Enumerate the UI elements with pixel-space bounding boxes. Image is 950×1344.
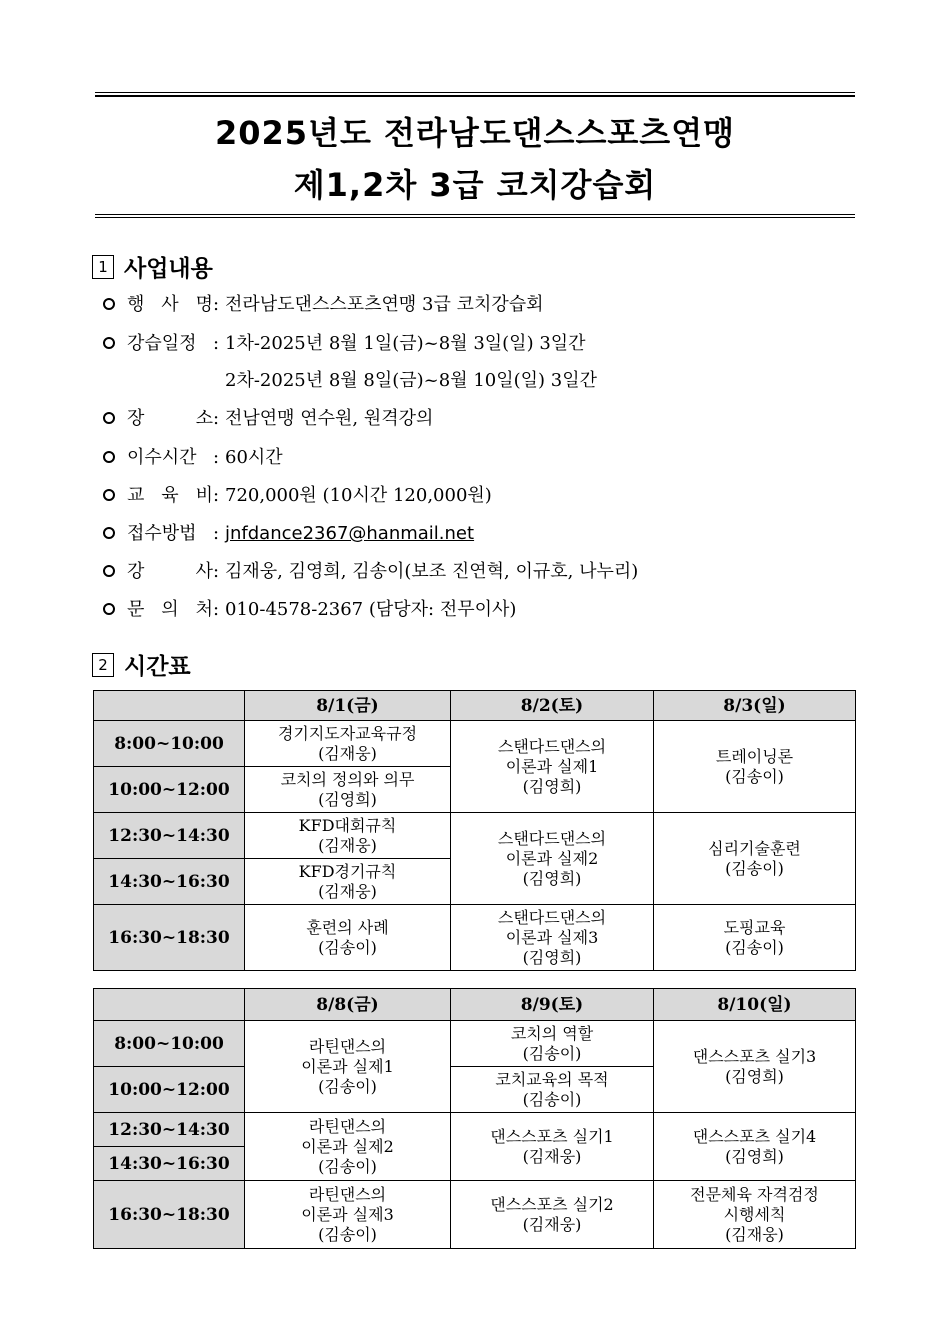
info-row-instructors: 강 사 : 김재웅, 김영희, 김송이(보조 진연혁, 이규호, 나누리) bbox=[103, 557, 638, 587]
info-row-application: 접수방법 : jnfdance2367@hanmail.net bbox=[103, 519, 474, 549]
time-cell: 14:30~16:30 bbox=[94, 1147, 245, 1181]
circle-bullet-icon bbox=[103, 489, 115, 501]
info-row-location: 장 소 : 전남연맹 연수원, 원격강의 bbox=[103, 404, 433, 434]
circle-bullet-icon bbox=[103, 412, 115, 424]
info-label: 강 사 bbox=[127, 561, 213, 582]
schedule-table-1 bbox=[93, 690, 856, 971]
session-cell: 코치의 역할 (김송이) bbox=[451, 1021, 654, 1067]
table-row bbox=[94, 1021, 856, 1067]
section-heading-2 bbox=[92, 648, 191, 681]
time-cell: 10:00~12:00 bbox=[94, 767, 245, 813]
time-cell: 10:00~12:00 bbox=[94, 1067, 245, 1113]
page-subtitle: 제1,2차 3급 코치강습회 bbox=[293, 166, 657, 204]
day-header: 8/2(토) bbox=[451, 691, 654, 721]
info-label: 장 소 bbox=[127, 408, 213, 429]
session-cell: 스탠다드댄스의 이론과 실제1 (김영희) bbox=[451, 721, 654, 813]
info-value: 1차-2025년 8월 1일(금)~8월 3일(일) 3일간 bbox=[225, 333, 586, 354]
session-cell: KFD대회규칙 (김재웅) bbox=[245, 813, 451, 859]
session-cell: 스탠다드댄스의 이론과 실제3 (김영희) bbox=[451, 905, 654, 971]
info-row-hours: 이수시간 : 60시간 bbox=[103, 443, 283, 473]
corner-cell bbox=[94, 691, 245, 721]
circle-bullet-icon bbox=[103, 527, 115, 539]
session-cell: 댄스스포츠 실기2 (김재웅) bbox=[451, 1181, 654, 1249]
session-cell: 코치의 정의와 의무 (김영희) bbox=[245, 767, 451, 813]
schedule-table-2 bbox=[93, 988, 856, 1249]
session-cell: 도핑교육 (김송이) bbox=[654, 905, 856, 971]
info-value: 전남연맹 연수원, 원격강의 bbox=[225, 408, 434, 429]
session-cell: 훈련의 사례 (김송이) bbox=[245, 905, 451, 971]
session-cell: 트레이닝론 (김송이) bbox=[654, 721, 856, 813]
section-number: 1 bbox=[92, 255, 114, 279]
session-cell: 전문체육 자격검정 시행세칙 (김재웅) bbox=[654, 1181, 856, 1249]
page-title: 2025년도 전라남도댄스스포츠연맹 bbox=[214, 114, 736, 152]
info-value: 720,000원 (10시간 120,000원) bbox=[225, 485, 492, 506]
info-label: 행 사 명 bbox=[127, 294, 213, 315]
info-label: 강습일정 bbox=[127, 333, 197, 354]
table-header-row bbox=[94, 989, 856, 1021]
circle-bullet-icon bbox=[103, 337, 115, 349]
time-cell: 8:00~10:00 bbox=[94, 721, 245, 767]
circle-bullet-icon bbox=[103, 603, 115, 615]
time-cell: 14:30~16:30 bbox=[94, 859, 245, 905]
info-value: 60시간 bbox=[225, 447, 283, 468]
table-row bbox=[94, 905, 856, 971]
info-row-schedule-2 bbox=[103, 366, 597, 396]
corner-cell bbox=[94, 989, 245, 1021]
time-cell: 8:00~10:00 bbox=[94, 1021, 245, 1067]
info-row-schedule: 강습일정 : 1차-2025년 8월 1일(금)~8월 3일(일) 3일간 bbox=[103, 329, 586, 359]
circle-bullet-icon bbox=[103, 565, 115, 577]
title-box bbox=[95, 92, 855, 218]
table-header-row bbox=[94, 691, 856, 721]
info-value: 2차-2025년 8월 8일(금)~8월 10일(일) 3일간 bbox=[225, 370, 597, 391]
session-cell: 심리기술훈련 (김송이) bbox=[654, 813, 856, 905]
time-cell: 12:30~14:30 bbox=[94, 1113, 245, 1147]
time-cell: 12:30~14:30 bbox=[94, 813, 245, 859]
session-cell: 댄스스포츠 실기4 (김영희) bbox=[654, 1113, 856, 1181]
session-cell: 라틴댄스의 이론과 실제1 (김송이) bbox=[245, 1021, 451, 1113]
info-row-event-name: 행 사 명 : 전라남도댄스스포츠연맹 3급 코치강습회 bbox=[103, 290, 544, 320]
day-header: 8/10(일) bbox=[654, 989, 856, 1021]
day-header: 8/1(금) bbox=[245, 691, 451, 721]
section-heading-1 bbox=[92, 250, 213, 283]
time-cell: 16:30~18:30 bbox=[94, 1181, 245, 1249]
info-label: 이수시간 bbox=[127, 447, 197, 468]
session-cell: 라틴댄스의 이론과 실제2 (김송이) bbox=[245, 1113, 451, 1181]
info-value: 전라남도댄스스포츠연맹 3급 코치강습회 bbox=[225, 294, 544, 315]
email-link[interactable]: jnfdance2367@hanmail.net bbox=[225, 523, 475, 544]
circle-bullet-icon bbox=[103, 451, 115, 463]
day-header: 8/9(토) bbox=[451, 989, 654, 1021]
session-cell: 댄스스포츠 실기1 (김재웅) bbox=[451, 1113, 654, 1181]
circle-bullet-icon bbox=[103, 298, 115, 310]
session-cell: 경기지도자교육규정 (김재웅) bbox=[245, 721, 451, 767]
table-row bbox=[94, 1113, 856, 1147]
section-number: 2 bbox=[92, 653, 114, 677]
session-cell: 라틴댄스의 이론과 실제3 (김송이) bbox=[245, 1181, 451, 1249]
session-cell: 댄스스포츠 실기3 (김영희) bbox=[654, 1021, 856, 1113]
table-row bbox=[94, 813, 856, 859]
info-label: 교 육 비 bbox=[127, 485, 213, 506]
info-value: 010-4578-2367 (담당자: 전무이사) bbox=[225, 599, 517, 620]
info-row-fee: 교 육 비 : 720,000원 (10시간 120,000원) bbox=[103, 481, 492, 511]
session-cell: KFD경기규칙 (김재웅) bbox=[245, 859, 451, 905]
info-value: 김재웅, 김영희, 김송이(보조 진연혁, 이규호, 나누리) bbox=[225, 561, 639, 582]
section-title: 시간표 bbox=[124, 654, 191, 680]
info-label: 접수방법 bbox=[127, 523, 197, 544]
session-cell: 코치교육의 목적 (김송이) bbox=[451, 1067, 654, 1113]
section-title: 사업내용 bbox=[124, 256, 213, 282]
session-cell: 스탠다드댄스의 이론과 실제2 (김영희) bbox=[451, 813, 654, 905]
time-cell: 16:30~18:30 bbox=[94, 905, 245, 971]
day-header: 8/8(금) bbox=[245, 989, 451, 1021]
table-row bbox=[94, 1181, 856, 1249]
info-row-contact: 문 의 처 : 010-4578-2367 (담당자: 전무이사) bbox=[103, 595, 516, 625]
table-row bbox=[94, 721, 856, 767]
info-label: 문 의 처 bbox=[127, 599, 213, 620]
day-header: 8/3(일) bbox=[654, 691, 856, 721]
